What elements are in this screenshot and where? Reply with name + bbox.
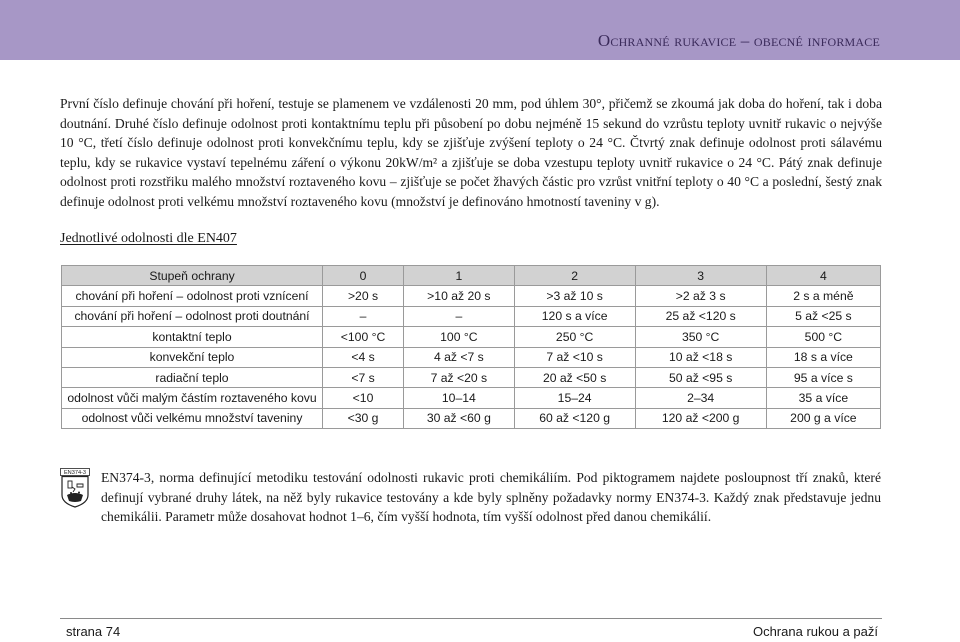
section-heading: Jednotlivé odolnosti dle EN407 (60, 231, 237, 246)
table-cell: 25 až <120 s (635, 306, 766, 326)
table-header-cell: 4 (766, 266, 880, 286)
table-cell: 20 až <50 s (514, 367, 635, 387)
row-label: kontaktní teplo (62, 327, 323, 347)
table-cell: <100 °C (323, 327, 404, 347)
chapter-title: Ochrana rukou a paží (752, 624, 878, 639)
table-cell: 60 až <120 g (514, 408, 635, 428)
table-cell: 350 °C (635, 327, 766, 347)
table-cell: 7 až <10 s (514, 347, 635, 367)
table-cell: >2 až 3 s (635, 286, 766, 306)
chemical-resistance-pictogram-icon (60, 468, 90, 508)
table-cell: 500 °C (766, 327, 880, 347)
table-cell: >20 s (323, 286, 404, 306)
table-cell: 5 až <25 s (766, 306, 880, 326)
footer-divider (60, 618, 882, 619)
table-cell: 100 °C (404, 327, 515, 347)
table-cell: 250 °C (514, 327, 635, 347)
table-header-cell: 1 (404, 266, 515, 286)
table-cell: >10 až 20 s (404, 286, 515, 306)
table-cell: 50 až <95 s (635, 367, 766, 387)
page-number: strana 74 (66, 624, 121, 639)
table-row (62, 306, 881, 326)
table-header-cell: 2 (514, 266, 635, 286)
table-cell: 15–24 (514, 388, 635, 408)
table-cell: >3 až 10 s (514, 286, 635, 306)
table-cell: 10–14 (404, 388, 515, 408)
row-label: konvekční teplo (62, 347, 323, 367)
table-row (62, 327, 881, 347)
table-cell: 35 a více (766, 388, 880, 408)
row-label: radiační teplo (62, 367, 323, 387)
resistance-table (61, 265, 881, 429)
row-label: odolnost vůči velkému množství taveniny (62, 408, 323, 428)
intro-paragraph: První číslo definuje chování při hoření, testuje se plamenem ve vzdálenosti 20 mm, pod úhlem 30°, přičemž se zkoumá jak doba do hoření, tak i doba doutnání. Druhé číslo definuje odolnost proti kontaktnímu teplu při působení po dobu nejméně 15 sekund do vzrůstu teploty uvnitř rukavic o nejvýše 10 °C, třetí číslo definuje odolnost proti konvekčnímu teplu, kdy se zjišťuje zvýšení teploty o 24 °C. Čtvrtý znak definuje odolnost proti sálavému teplu, kdy se rukavice vystaví tepelnému záření o výkonu 20kW/m² a zjišťuje se doba vzestupu teploty uvnitř rukavice o 24 °C. Pátý znak definuje odolnost proti rozstřiku malého množství roztaveného kovu – zjišťuje se počet žhavých částic pro vzrůst vnitřní teploty o 40 °C a poslední, šestý znak definuje odolnost proti velkému množství roztaveného kovu (množství je definováno hmotností taveniny v g). (60, 96, 882, 209)
table-cell: – (404, 306, 515, 326)
table-header-cell: 0 (323, 266, 404, 286)
table-cell: <30 g (323, 408, 404, 428)
row-label: chování při hoření – odolnost proti doutnání (62, 306, 323, 326)
table-row (62, 347, 881, 367)
table-cell: <7 s (323, 367, 404, 387)
row-label: chování při hoření – odolnost proti vznícení (62, 286, 323, 306)
table-row (62, 408, 881, 428)
table-cell: 95 a více s (766, 367, 880, 387)
table-header-cell: Stupeň ochrany (62, 266, 323, 286)
table-row (62, 367, 881, 387)
page-title: Ochranné rukavice – obecné informace (597, 31, 880, 50)
table-cell: 10 až <18 s (635, 347, 766, 367)
table-cell: 4 až <7 s (404, 347, 515, 367)
table-cell: – (323, 306, 404, 326)
table-cell: <4 s (323, 347, 404, 367)
table-cell: 7 až <20 s (404, 367, 515, 387)
row-label: odolnost vůči malým částím roztaveného kovu (62, 388, 323, 408)
table-cell: 200 g a více (766, 408, 880, 428)
table-row (62, 388, 881, 408)
table-row (62, 286, 881, 306)
table-cell: 18 s a více (766, 347, 880, 367)
table-header-row (62, 266, 881, 286)
header-band (0, 0, 960, 60)
table-cell: 120 s a více (514, 306, 635, 326)
table-header-cell: 3 (635, 266, 766, 286)
table-cell: 120 až <200 g (635, 408, 766, 428)
table-cell: <10 (323, 388, 404, 408)
table-cell: 2–34 (635, 388, 766, 408)
en374-icon-label: EN374-3 (63, 470, 87, 476)
table-cell: 2 s a méně (766, 286, 880, 306)
en374-description: EN374-3, norma definující metodiku testování odolnosti rukavic proti chemikáliím. Pod piktogramem najdete posloupnost tří znaků, které definují vybrané druhy látek, na něž byly rukavice testovány a kde byly splněny požadavky normy EN374-3. Každý znak představuje jednu chemikálii. Parametr může dosahovat hodnot 1–6, čím vyšší hodnota, tím vyšší odolnost před danou chemikálií. (101, 470, 881, 524)
table-cell: 30 až <60 g (404, 408, 515, 428)
